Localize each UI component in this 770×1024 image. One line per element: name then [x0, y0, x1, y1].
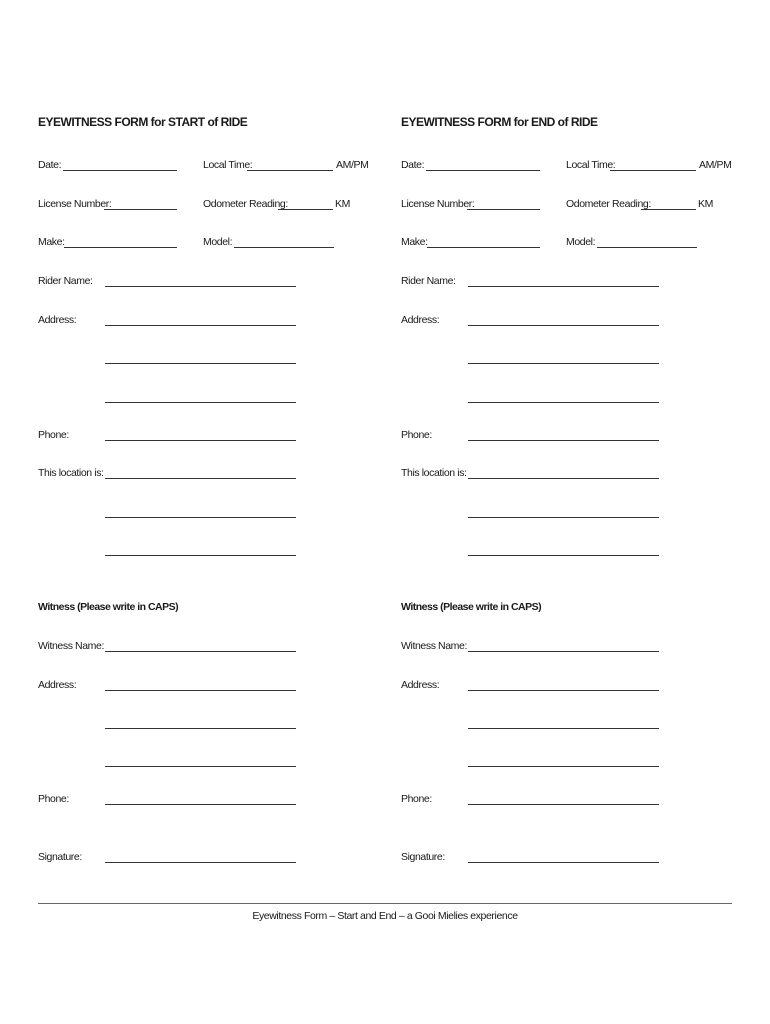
witness-phone-label: Phone: — [38, 793, 69, 805]
odometer-field[interactable] — [278, 209, 333, 210]
model-field[interactable] — [597, 247, 697, 248]
phone-field[interactable] — [468, 440, 659, 441]
location-line-2[interactable] — [468, 517, 659, 518]
form-title: EYEWITNESS FORM for START of RIDE — [38, 115, 248, 129]
date-label: Date: — [401, 159, 425, 171]
witness-phone-field[interactable] — [468, 804, 659, 805]
location-line-3[interactable] — [105, 555, 296, 556]
witness-address-line-3[interactable] — [468, 766, 659, 767]
make-label: Make: — [401, 236, 428, 248]
location-line-3[interactable] — [468, 555, 659, 556]
make-field[interactable] — [427, 247, 540, 248]
license-number-field[interactable] — [104, 209, 177, 210]
location-line-1[interactable] — [468, 478, 659, 479]
phone-label: Phone: — [401, 429, 432, 441]
rider-name-label: Rider Name: — [38, 275, 93, 287]
witness-address-label: Address: — [401, 679, 440, 691]
footer-text: Eyewitness Form – Start and End – a Gooi Mielies experience — [252, 910, 518, 922]
witness-heading: Witness (Please write in CAPS) — [38, 601, 179, 613]
odometer-label: Odometer Reading: — [566, 198, 651, 210]
phone-label: Phone: — [38, 429, 69, 441]
witness-name-label: Witness Name: — [401, 640, 467, 652]
address-line-3[interactable] — [468, 402, 659, 403]
location-line-1[interactable] — [105, 478, 296, 479]
model-field[interactable] — [234, 247, 334, 248]
local-time-label: Local Time: — [203, 159, 253, 171]
witness-address-line-1[interactable] — [468, 690, 659, 691]
ampm-label: AM/PM — [336, 159, 369, 171]
rider-name-field[interactable] — [105, 286, 296, 287]
witness-address-label: Address: — [38, 679, 77, 691]
witness-name-label: Witness Name: — [38, 640, 104, 652]
witness-address-line-2[interactable] — [468, 728, 659, 729]
witness-address-line-3[interactable] — [105, 766, 296, 767]
make-label: Make: — [38, 236, 65, 248]
signature-field[interactable] — [468, 862, 659, 863]
make-field[interactable] — [64, 247, 177, 248]
km-label: KM — [698, 198, 713, 210]
address-line-2[interactable] — [105, 363, 296, 364]
model-label: Model: — [566, 236, 596, 248]
rider-name-field[interactable] — [468, 286, 659, 287]
date-label: Date: — [38, 159, 62, 171]
address-line-1[interactable] — [105, 325, 296, 326]
footer-divider — [38, 903, 732, 904]
local-time-field[interactable] — [247, 170, 333, 171]
odometer-label: Odometer Reading: — [203, 198, 288, 210]
model-label: Model: — [203, 236, 233, 248]
witness-phone-field[interactable] — [105, 804, 296, 805]
license-number-field[interactable] — [467, 209, 540, 210]
end-ride-form — [401, 0, 751, 890]
date-field[interactable] — [63, 170, 177, 171]
signature-label: Signature: — [401, 851, 445, 863]
signature-field[interactable] — [105, 862, 296, 863]
address-line-1[interactable] — [468, 325, 659, 326]
witness-address-line-2[interactable] — [105, 728, 296, 729]
address-line-2[interactable] — [468, 363, 659, 364]
address-label: Address: — [38, 314, 77, 326]
witness-heading: Witness (Please write in CAPS) — [401, 601, 542, 613]
location-line-2[interactable] — [105, 517, 296, 518]
witness-name-field[interactable] — [105, 651, 296, 652]
local-time-label: Local Time: — [566, 159, 616, 171]
witness-address-line-1[interactable] — [105, 690, 296, 691]
location-label: This location is: — [38, 467, 104, 479]
form-title: EYEWITNESS FORM for END of RIDE — [401, 115, 598, 129]
address-label: Address: — [401, 314, 440, 326]
license-number-label: License Number: — [38, 198, 112, 210]
license-number-label: License Number: — [401, 198, 475, 210]
local-time-field[interactable] — [610, 170, 696, 171]
km-label: KM — [335, 198, 350, 210]
ampm-label: AM/PM — [699, 159, 732, 171]
odometer-field[interactable] — [641, 209, 696, 210]
phone-field[interactable] — [105, 440, 296, 441]
witness-phone-label: Phone: — [401, 793, 432, 805]
start-ride-form — [38, 0, 388, 890]
signature-label: Signature: — [38, 851, 82, 863]
date-field[interactable] — [426, 170, 540, 171]
address-line-3[interactable] — [105, 402, 296, 403]
rider-name-label: Rider Name: — [401, 275, 456, 287]
location-label: This location is: — [401, 467, 467, 479]
witness-name-field[interactable] — [468, 651, 659, 652]
